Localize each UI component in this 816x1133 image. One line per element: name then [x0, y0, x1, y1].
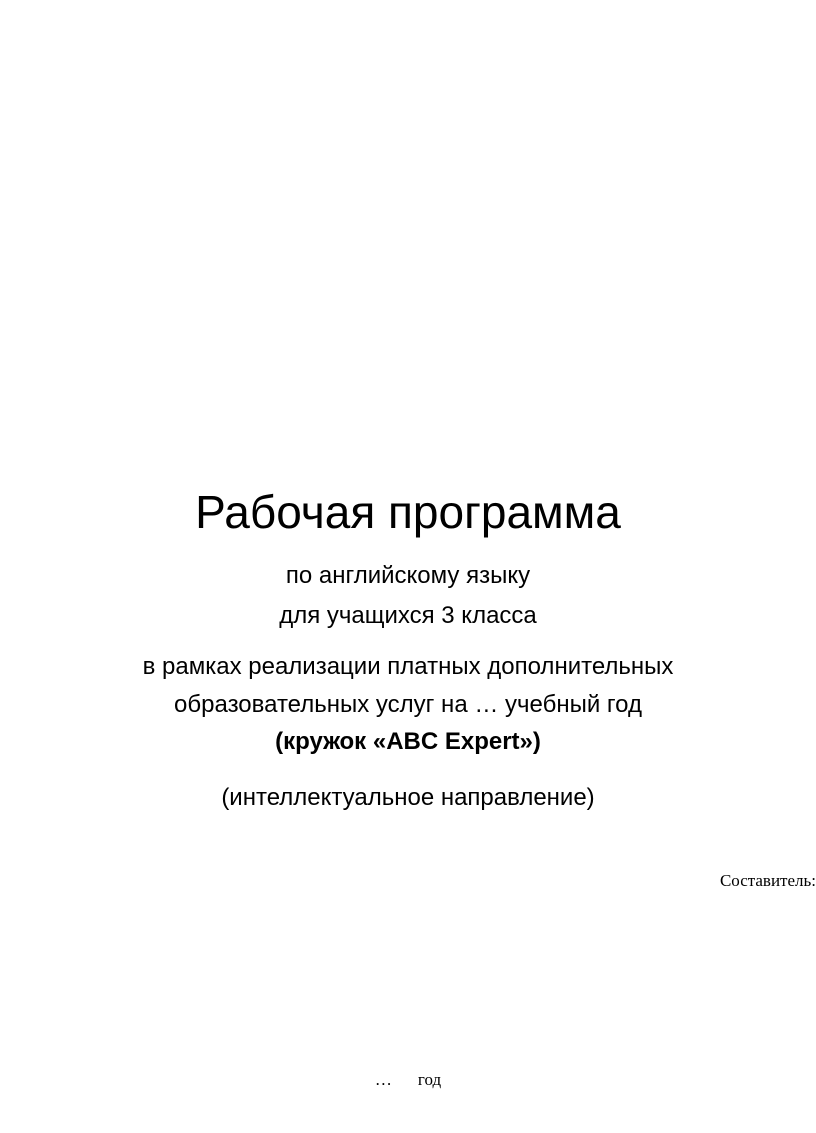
club-name: (кружок «ABC Expert») [275, 728, 541, 755]
context-line-1: в рамках реализации платных дополнительных [142, 653, 674, 680]
document-title: Рабочая программа [195, 486, 621, 538]
subject-line: по английскому языку [285, 562, 531, 589]
grade-line: для учащихся 3 класса [279, 602, 537, 629]
footer-ellipsis: … [374, 1070, 392, 1089]
footer-year [0, 1069, 816, 1091]
direction-line: (интеллектуальное направление) [221, 784, 595, 811]
compiler-label: Составитель: [719, 871, 816, 890]
context-line-2: образовательных услуг на … учебный год [174, 691, 642, 718]
footer-year-label: год [417, 1070, 442, 1089]
